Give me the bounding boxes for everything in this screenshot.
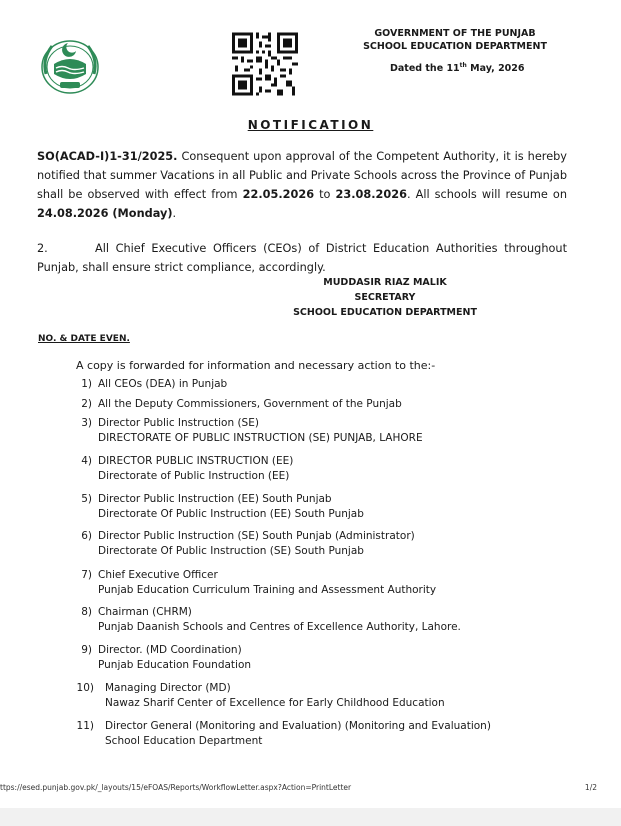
paragraph-number: 2. [37, 242, 48, 255]
list-item-line-1: Chairman (CHRM) [98, 606, 192, 618]
dated-sup: th [459, 62, 467, 69]
list-item-number: 9) [81, 644, 92, 656]
paragraph-text: All Chief Executive Officers (CEOs) of District Education Authorities throughout Punjab, shall ensure strict compliance, accordingly. [37, 242, 567, 274]
paragraph-text: Consequent upon approval of the Competent Authority, it is hereby notified that summer Vacations in all Public and Private Schools across the Province of Punjab shall be observed with effect from [37, 150, 568, 201]
paragraph-text: . All schools will resume on [406, 188, 567, 201]
list-item-line-1: Director General (Monitoring and Evaluation) (Monitoring and Evaluation) [105, 720, 491, 732]
forward-line: A copy is forwarded for information and necessary action to the:- [76, 359, 436, 372]
list-item-number: 4) [81, 455, 92, 467]
signature-block [293, 275, 477, 320]
notification-paragraph-1 [37, 147, 567, 223]
paragraph-text: to [314, 188, 336, 201]
page-number: 1/2 [584, 783, 597, 792]
list-item-number: 8) [81, 606, 92, 618]
signatory-name: MUDDASIR RIAZ MALIK [323, 277, 447, 288]
list-item-number: 6) [81, 530, 92, 542]
dated-line [390, 62, 525, 74]
viewer-bottom-bar [0, 808, 621, 826]
vacation-start-date: 22.05.2026 [242, 188, 315, 201]
list-item-line-2: Directorate Of Public Instruction (EE) South Punjab [98, 508, 364, 520]
no-date-even: NO. & DATE EVEN. [38, 334, 130, 344]
list-item-number: 5) [81, 493, 92, 505]
list-item-line-2: DIRECTORATE OF PUBLIC INSTRUCTION (SE) PUNJAB, LAHORE [98, 432, 423, 444]
signatory-department: SCHOOL EDUCATION DEPARTMENT [293, 307, 477, 318]
vacation-end-date: 23.08.2026 [335, 188, 407, 201]
list-item-number: 2) [81, 398, 92, 410]
department-heading: SCHOOL EDUCATION DEPARTMENT [363, 41, 547, 52]
paragraph-text: . [172, 207, 177, 220]
list-item-line-1: Managing Director (MD) [105, 682, 231, 694]
list-item-line-1: Director. (MD Coordination) [98, 644, 242, 656]
list-item-number: 3) [81, 417, 92, 429]
list-item-number: 1) [81, 378, 92, 390]
list-item-line-2: Punjab Education Foundation [98, 659, 252, 671]
government-heading: GOVERNMENT OF THE PUNJAB [374, 28, 536, 39]
qr-code-icon [232, 32, 298, 96]
list-item-number: 7) [81, 569, 92, 581]
list-item-line-1: Director Public Instruction (EE) South Punjab [98, 493, 332, 505]
list-item-line-2: Punjab Daanish Schools and Centres of Excellence Authority, Lahore. [98, 621, 461, 633]
list-item-number: 11) [76, 720, 94, 732]
list-item-line-2: Directorate Of Public Instruction (SE) South Punjab [98, 545, 364, 557]
reference-number: SO(ACAD-I)1-31/2025. [37, 150, 178, 163]
list-item-line-1: DIRECTOR PUBLIC INSTRUCTION (EE) [98, 455, 294, 467]
list-item-line-2: Nawaz Sharif Center of Excellence for Early Childhood Education [105, 697, 445, 709]
list-item-line-2: Directorate of Public Instruction (EE) [98, 470, 290, 482]
list-item-line-2: Punjab Education Curriculum Training and Assessment Authority [98, 584, 437, 596]
list-item-line-1: All the Deputy Commissioners, Government of the Punjab [98, 398, 402, 410]
list-item-line-1: All CEOs (DEA) in Punjab [98, 378, 228, 390]
notification-title: NOTIFICATION [247, 118, 374, 132]
dated-prefix: Dated the 11 [390, 63, 460, 75]
footer-url: ttps://esed.punjab.gov.pk/_layouts/15/eFOAS/Reports/WorkflowLetter.aspx?Action=PrintLetter [0, 783, 352, 792]
list-item-line-2: School Education Department [105, 735, 263, 747]
punjab-seal-icon [38, 34, 102, 96]
signatory-designation: SECRETARY [354, 292, 416, 303]
list-item-line-1: Chief Executive Officer [98, 569, 218, 581]
list-item-number: 10) [76, 682, 94, 694]
dated-suffix: May, 2026 [466, 63, 525, 75]
list-item-line-1: Director Public Instruction (SE) South Punjab (Administrator) [98, 530, 415, 542]
resume-date: 24.08.2026 (Monday) [37, 207, 173, 220]
notification-paragraph-2 [37, 239, 567, 277]
list-item-line-1: Director Public Instruction (SE) [98, 417, 259, 429]
